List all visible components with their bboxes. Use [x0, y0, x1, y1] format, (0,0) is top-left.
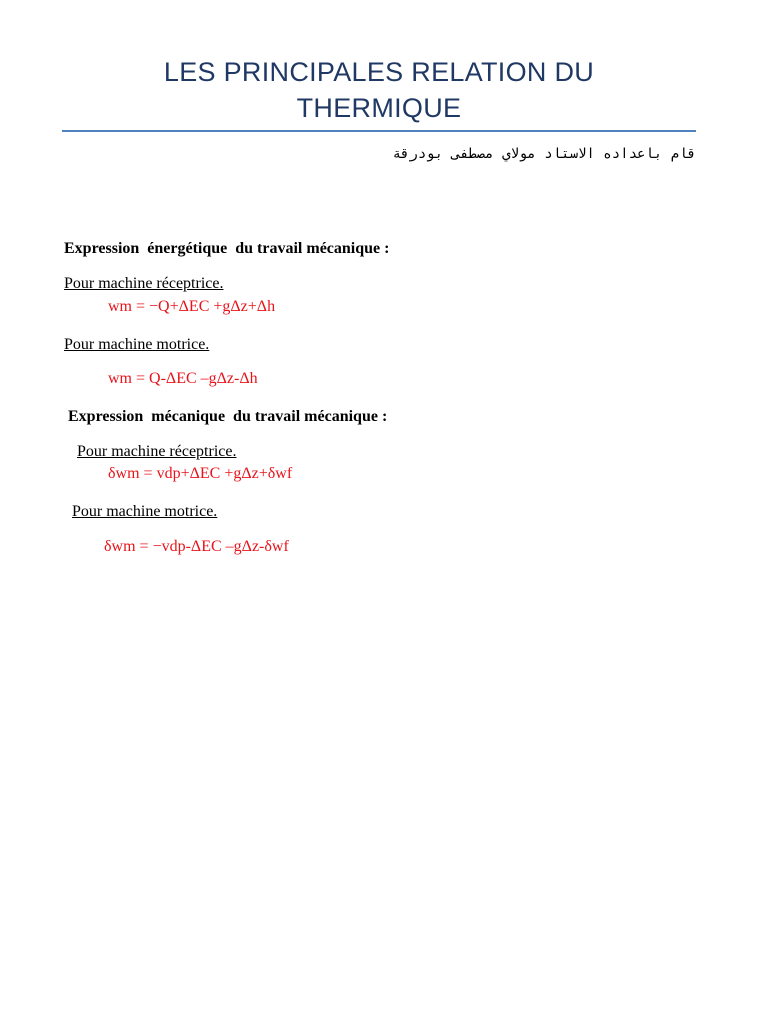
formula-dwm-motrice: δwm = −vdp-ΔEC –gΔz-δwf	[104, 538, 289, 555]
section-heading-mecanique: Expression mécanique du travail mécanique :	[68, 408, 388, 425]
author-credit: قام باعداده الاستاد مولاي مصطفى بودرقة	[392, 146, 696, 162]
title-line-1: LES PRINCIPALES RELATION DU	[163, 57, 595, 87]
section-heading-energetic: Expression énergétique du travail mécanique :	[64, 240, 390, 257]
label-machine-motrice: Pour machine motrice.	[64, 336, 210, 353]
formula-dwm-receptrice: δwm = vdp+ΔEC +gΔz+δwf	[108, 465, 293, 482]
formula-wm-motrice: wm = Q-ΔEC –gΔz-Δh	[108, 370, 258, 387]
document-title	[62, 54, 696, 126]
label-machine-motrice: Pour machine motrice.	[72, 503, 218, 520]
label-machine-receptrice: Pour machine réceptrice.	[64, 275, 224, 292]
title-divider	[62, 130, 696, 132]
formula-wm-receptrice: wm = −Q+ΔEC +gΔz+Δh	[108, 298, 276, 315]
title-line-2: THERMIQUE	[296, 93, 462, 123]
label-machine-receptrice: Pour machine réceptrice.	[77, 443, 237, 460]
